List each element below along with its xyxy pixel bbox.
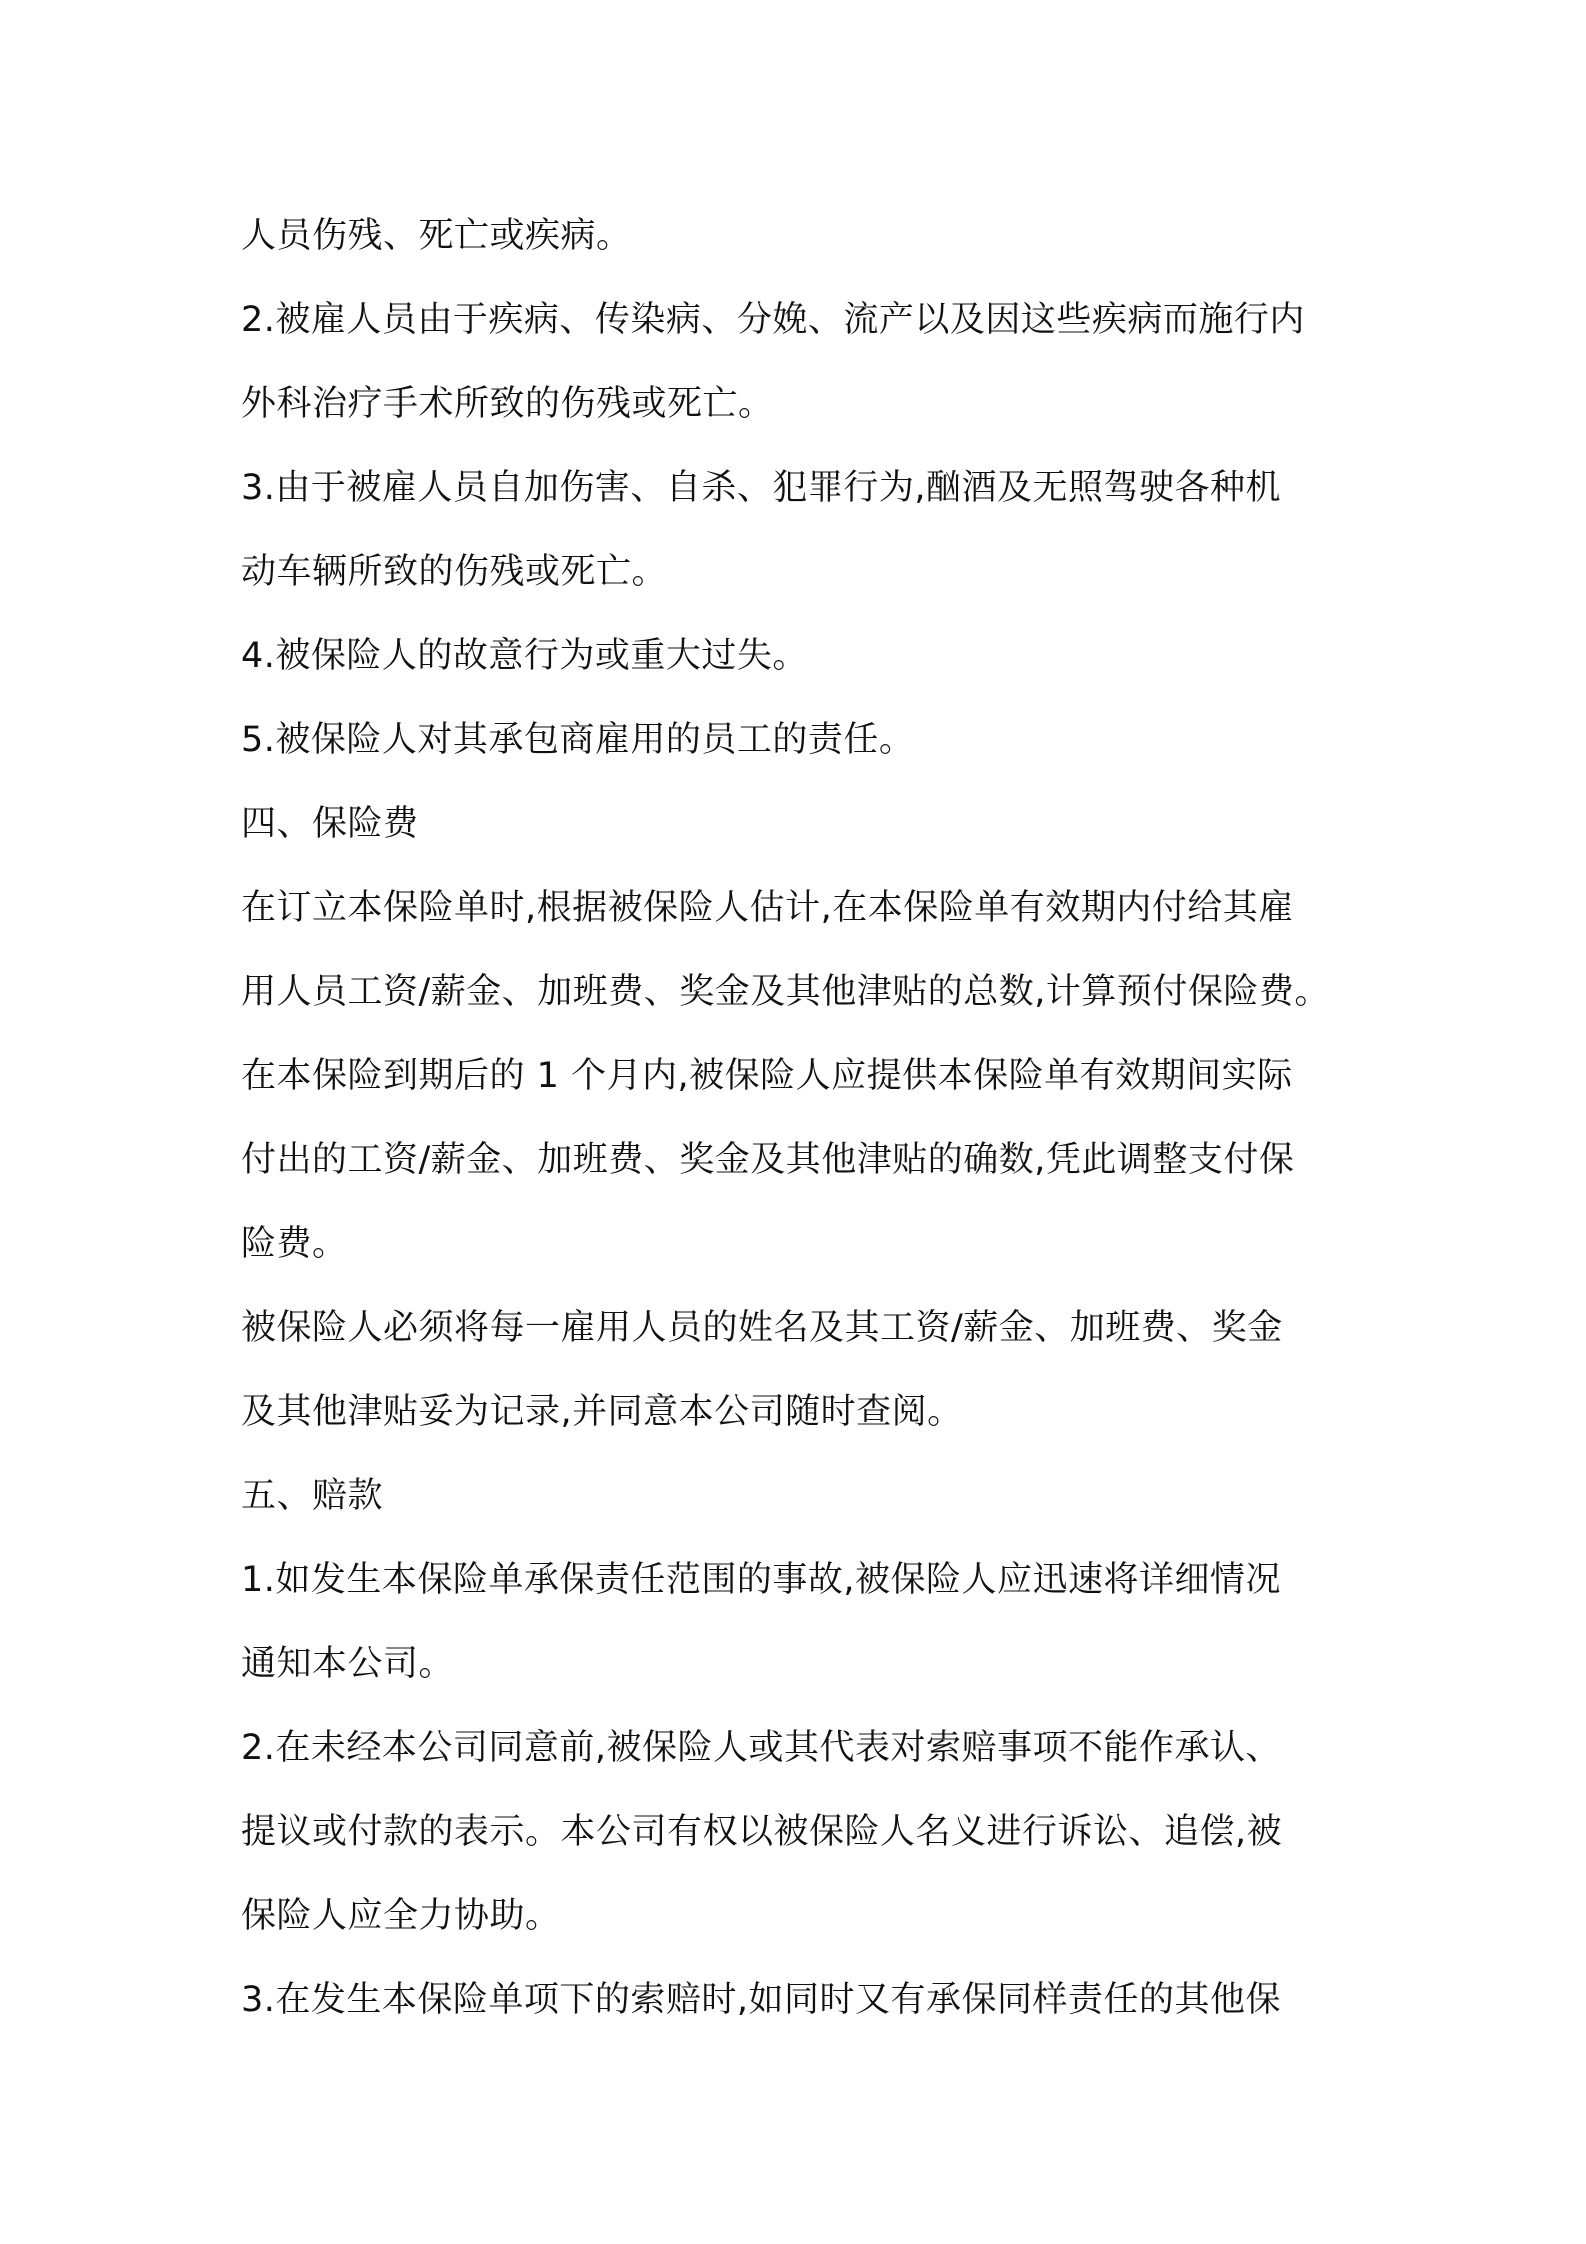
- text-line: 2.被雇人员由于疾病、传染病、分娩、流产以及因这些疾病而施行内: [241, 300, 1305, 340]
- text-line: 通知本公司。: [241, 1644, 455, 1684]
- text-line: 5.被保险人对其承包商雇用的员工的责任。: [241, 720, 915, 760]
- text-line: 付出的工资/薪金、加班费、奖金及其他津贴的确数,凭此调整支付保: [241, 1140, 1295, 1180]
- section-heading: 五、赔款: [241, 1476, 384, 1516]
- text-line: 及其他津贴妥为记录,并同意本公司随时查阅。: [241, 1392, 963, 1432]
- text-line: 外科治疗手术所致的伤残或死亡。: [241, 384, 774, 424]
- document-body: [241, 194, 1361, 2042]
- text-line: 3.在发生本保险单项下的索赔时,如同时又有承保同样责任的其他保: [241, 1980, 1282, 2020]
- text-line: 被保险人必须将每一雇用人员的姓名及其工资/薪金、加班费、奖金: [241, 1308, 1283, 1348]
- text-line: 3.由于被雇人员自加伤害、自杀、犯罪行为,酗酒及无照驾驶各种机: [241, 468, 1282, 508]
- text-line: 保险人应全力协助。: [241, 1896, 561, 1936]
- text-line: 在订立本保险单时,根据被保险人估计,在本保险单有效期内付给其雇: [241, 888, 1294, 928]
- text-line: 2.在未经本公司同意前,被保险人或其代表对索赔事项不能作承认、: [241, 1728, 1282, 1768]
- text-line: 1.如发生本保险单承保责任范围的事故,被保险人应迅速将详细情况: [241, 1560, 1282, 1600]
- text-line: 动车辆所致的伤残或死亡。: [241, 552, 668, 592]
- text-line: 人员伤残、死亡或疾病。: [241, 216, 632, 256]
- text-line: 在本保险到期后的 1 个月内,被保险人应提供本保险单有效期间实际: [241, 1056, 1293, 1096]
- text-line: 用人员工资/薪金、加班费、奖金及其他津贴的总数,计算预付保险费。: [241, 972, 1330, 1012]
- text-line: 提议或付款的表示。本公司有权以被保险人名义进行诉讼、追偿,被: [241, 1812, 1283, 1852]
- text-line: 4.被保险人的故意行为或重大过失。: [241, 636, 808, 676]
- section-heading: 四、保险费: [241, 804, 419, 844]
- text-line: 险费。: [241, 1224, 348, 1264]
